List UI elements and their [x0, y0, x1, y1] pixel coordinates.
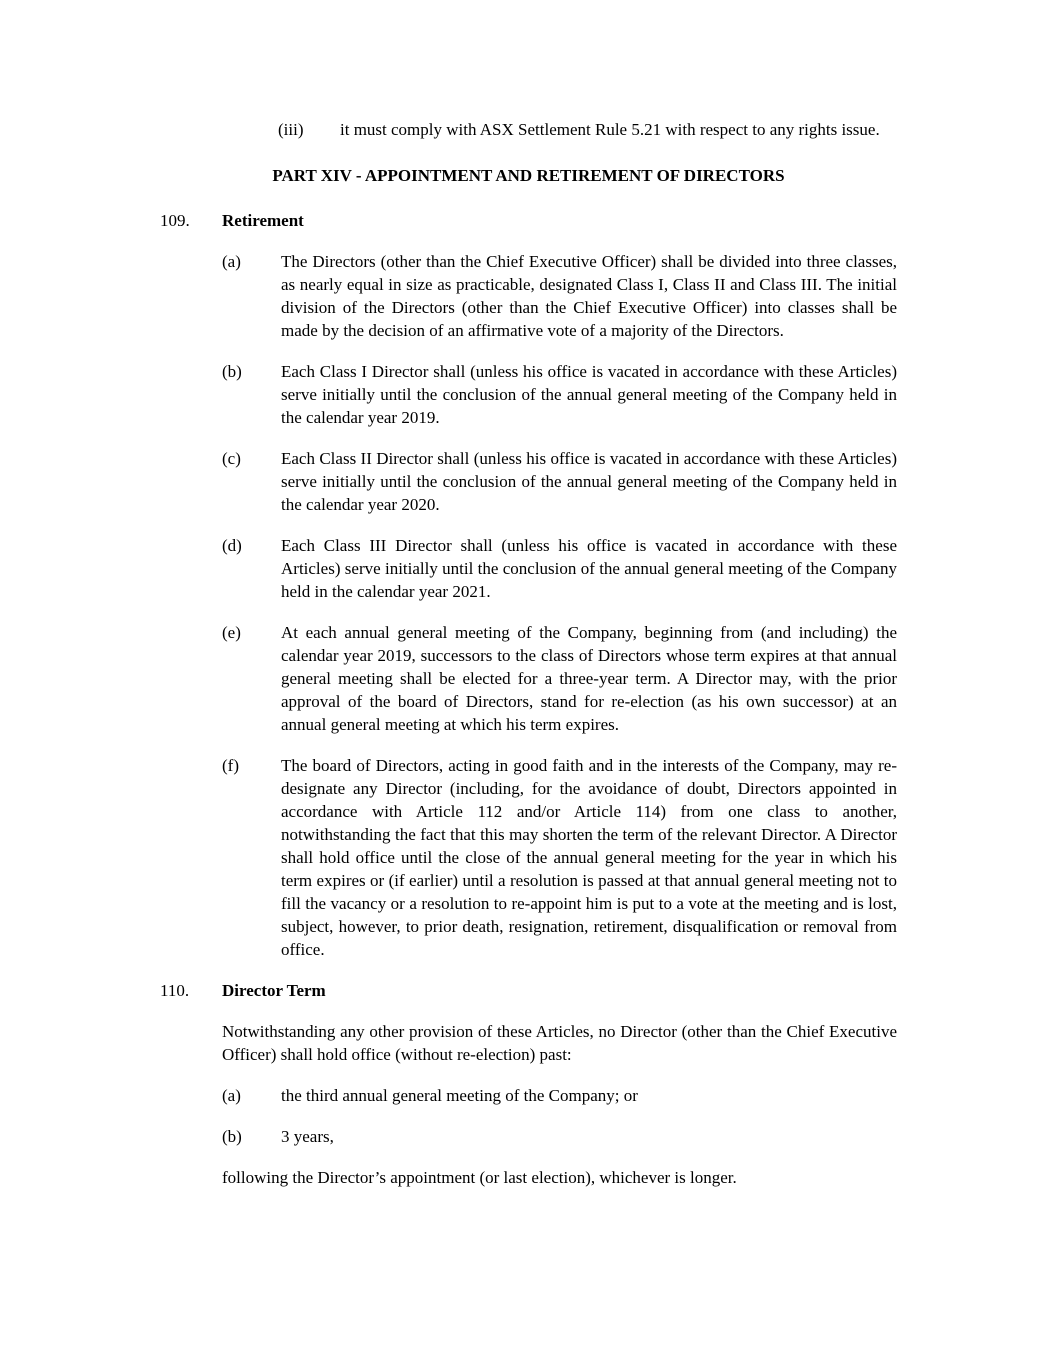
section-title: Retirement: [222, 211, 304, 230]
clause-item-109e: [222, 621, 897, 736]
clause-item-109f: [222, 754, 897, 961]
clause-label: (c): [222, 449, 241, 468]
clause-item-109b: [222, 360, 897, 429]
clause-item-109c: [222, 447, 897, 516]
clause-label: (e): [222, 623, 241, 642]
section-110-closing: following the Director’s appointment (or last election), whichever is longer.: [222, 1168, 737, 1187]
clause-label: (b): [222, 362, 242, 381]
section-110: [160, 979, 897, 1189]
clause-text: Each Class I Director shall (unless his office is vacated in accordance with these Articles) serve initially until the conclusion of the annual general meeting of the Company held in the calendar year 2019.: [281, 362, 897, 427]
clause-label: (a): [222, 1086, 241, 1105]
clause-text: Each Class II Director shall (unless his office is vacated in accordance with these Articles) serve initially until the conclusion of the annual general meeting of the Company held in the calendar year 2020.: [281, 449, 897, 514]
clause-label: (d): [222, 536, 242, 555]
section-109-header: [160, 209, 897, 232]
part-heading: PART XIV - APPOINTMENT AND RETIREMENT OF DIRECTORS: [272, 166, 785, 185]
clause-iii-label: (iii): [278, 120, 304, 139]
clause-text: The board of Directors, acting in good faith and in the interests of the Company, may re-designate any Director (including, for the avoidance of doubt, Directors appointed in accordance with Article 112 and/or Article 114) from one class to another, notwithstanding the fact that this may shorten the term of the relevant Director. A Director shall hold office until the close of the annual general meeting for the year in which his term expires or (if earlier) until a resolution is passed at that annual general meeting not to fill the vacancy or a resolution to re-appoint him is put to a vote at the meeting and is lost, subject, however, to prior death, resignation, retirement, disqualification or removal from office.: [281, 756, 897, 959]
clause-item-109d: [222, 534, 897, 603]
clause-label: (a): [222, 252, 241, 271]
clause-item-110b: [222, 1125, 897, 1148]
section-109: [160, 209, 897, 961]
clause-text: 3 years,: [281, 1127, 334, 1146]
section-110-lead: Notwithstanding any other provision of these Articles, no Director (other than the Chief Executive Officer) shall hold office (without re-election) past:: [222, 1022, 897, 1064]
section-number: 110.: [160, 981, 190, 1000]
clause-item-109a: [222, 250, 897, 342]
clause-iii-text: it must comply with ASX Settlement Rule 5.21 with respect to any rights issue.: [340, 120, 880, 139]
clause-text: The Directors (other than the Chief Executive Officer) shall be divided into three classes, as nearly equal in size as practicable, designated Class I, Class II and Class III. The initial division of the Directors (other than the Chief Executive Officer) into classes shall be made by the decision of an affirmative vote of a majority of the Directors.: [281, 252, 897, 340]
section-110-header: [160, 979, 897, 1002]
clause-text: Each Class III Director shall (unless his office is vacated in accordance with these Articles) serve initially until the conclusion of the annual general meeting of the Company held in the calendar year 2021.: [281, 536, 897, 601]
clause-label: (b): [222, 1127, 242, 1146]
clause-label: (f): [222, 756, 239, 775]
clause-text: At each annual general meeting of the Company, beginning from (and including) the calendar year 2019, successors to the class of Directors whose term expires at that annual general meeting shall be elected for a three-year term. A Director may, with the prior approval of the board of Directors, stand for re-election (as his own successor) at an annual general meeting at which his term expires.: [281, 623, 897, 734]
section-title: Director Term: [222, 981, 326, 1000]
section-number: 109.: [160, 211, 190, 230]
clause-text: the third annual general meeting of the Company; or: [281, 1086, 638, 1105]
clause-item-110a: [222, 1084, 897, 1107]
clause-iii: [278, 118, 897, 141]
